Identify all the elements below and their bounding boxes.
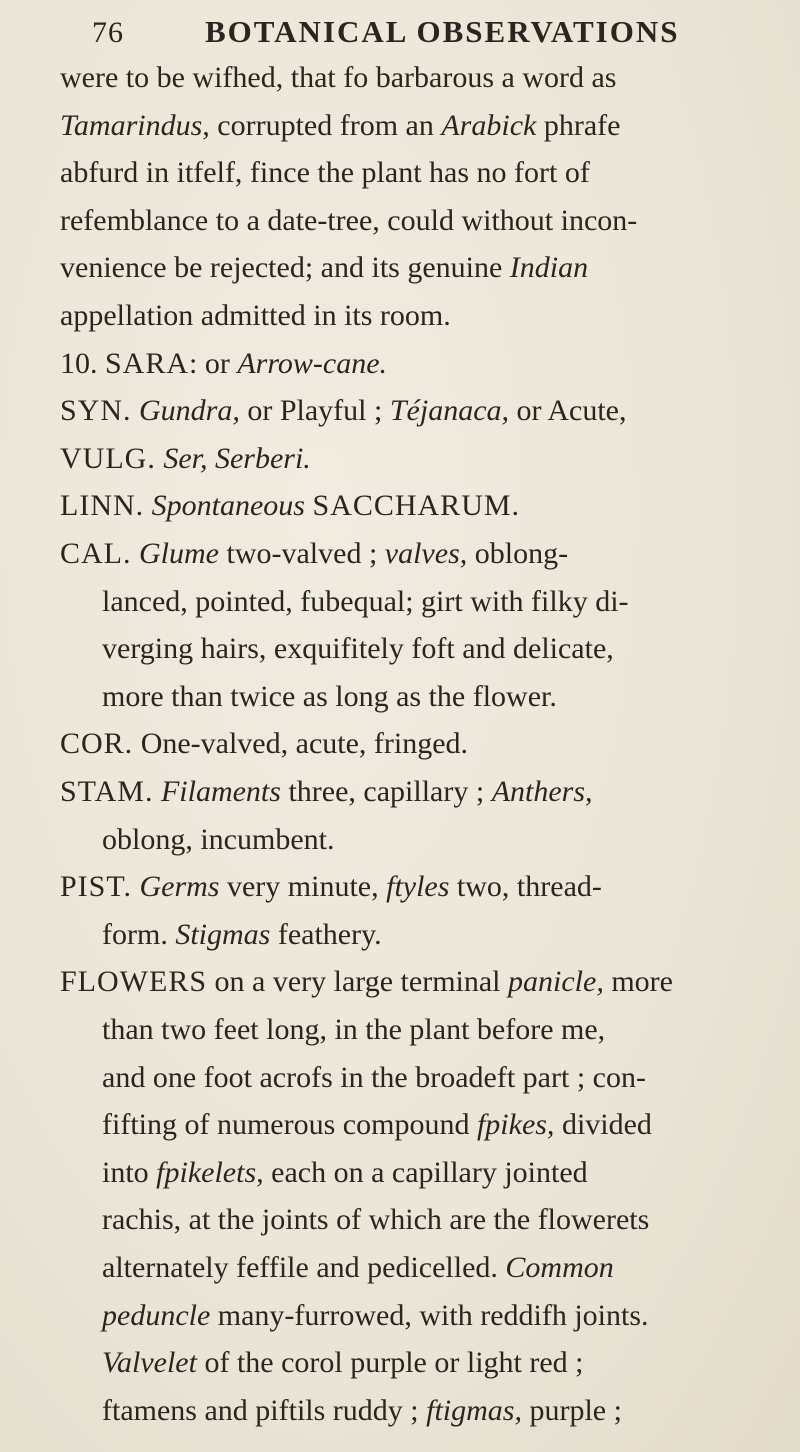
text-run: ftamens and piftils ruddy ; [102, 1393, 427, 1427]
text-run: than two feet long, in the plant before me, [102, 1013, 606, 1046]
text-run: verging hairs, exquifitely foft and delicate, [102, 632, 614, 666]
text-line [102, 1010, 605, 1050]
text-line [60, 58, 616, 98]
text-run: 10. [60, 346, 105, 380]
text-run: divided [554, 1108, 652, 1142]
text-run [132, 537, 140, 570]
text-line [102, 1296, 649, 1336]
text-run: two-valved ; [218, 537, 385, 570]
text-line [60, 201, 637, 241]
italic-run: Common [505, 1251, 614, 1284]
italic-run: Ser, Serberi. [163, 441, 311, 475]
page-number: 76 [92, 16, 124, 49]
text-line [60, 486, 520, 526]
text-line [60, 772, 593, 812]
small-caps-run: SARA [105, 346, 190, 380]
text-line [60, 534, 568, 574]
text-run [153, 775, 161, 808]
italic-run: Anthers, [491, 775, 593, 808]
italic-run: Indian [509, 251, 589, 285]
text-run: and one foot acrofs in the broadeft part ; con- [102, 1060, 646, 1094]
text-run: or Playful ; [239, 394, 390, 428]
text-run: two, thread- [449, 870, 602, 904]
italic-run: Arabick [441, 108, 537, 142]
text-line [60, 867, 602, 907]
italic-run: ftyles [386, 870, 450, 904]
italic-run: Téjanaca, [389, 394, 510, 428]
text-run: oblong- [467, 537, 569, 570]
italic-run: Stigmas [175, 917, 271, 951]
text-run [144, 489, 152, 522]
text-line [60, 391, 626, 431]
italic-run: Valvelet [102, 1346, 197, 1380]
small-caps-run: SACCHARUM. [312, 489, 521, 523]
small-caps-run: FLOWERS [60, 965, 208, 999]
text-run: alternately feffile and pedicelled. [102, 1251, 506, 1284]
text-run: many-furrowed, with reddifh joints. [210, 1298, 649, 1332]
page-header [0, 6, 800, 56]
italic-run: Germs [139, 870, 220, 904]
text-line [60, 296, 451, 336]
text-run: more [603, 965, 673, 999]
text-line [102, 1391, 622, 1431]
text-line [102, 1105, 652, 1145]
text-run [132, 394, 140, 427]
text-line [60, 439, 311, 479]
text-run: lanced, pointed, fubequal; girt with filky di- [102, 584, 629, 618]
italic-run: panicle, [508, 965, 604, 999]
text-run: oblong, incumbent. [102, 822, 335, 856]
text-line [60, 344, 387, 384]
italic-run: fpikes, [476, 1108, 555, 1142]
italic-run: Gundra, [139, 394, 240, 428]
small-caps-run: CAL. [60, 537, 132, 570]
small-caps-run: COR. [60, 727, 134, 761]
text-run: One-valved, acute, fringed. [133, 727, 469, 761]
italic-run: valves, [384, 537, 468, 570]
running-head: BOTANICAL OBSERVATIONS [205, 14, 680, 49]
text-run: on a very large terminal [207, 965, 509, 999]
italic-run: Tamarindus, [60, 108, 210, 142]
italic-run: peduncle [102, 1298, 211, 1332]
text-run: rachis, at the joints of which are the flowerets [102, 1203, 650, 1237]
text-run: each on a capillary jointed [263, 1155, 588, 1189]
text-run: : or [189, 346, 238, 380]
text-line [102, 1343, 584, 1383]
text-line [102, 582, 629, 622]
text-line [102, 629, 614, 669]
text-line [102, 1153, 588, 1193]
text-run: abfurd in itfelf, fince the plant has no fort of [60, 156, 590, 190]
text-run: form. [102, 917, 176, 951]
text-run: corrupted from an [209, 108, 442, 142]
small-caps-run: SYN. [60, 394, 132, 428]
text-line [102, 1200, 649, 1240]
italic-run: Arrow-cane. [237, 346, 388, 380]
italic-run: Spontaneous [151, 489, 305, 523]
text-line [60, 106, 620, 146]
text-run: of the corol purple or light red ; [196, 1346, 584, 1380]
italic-run: Filaments [160, 775, 281, 808]
text-run: venience be rejected; and its genuine [60, 251, 510, 285]
text-run: very minute, [219, 870, 387, 904]
text-line [60, 248, 588, 288]
text-run: or Acute, [509, 394, 627, 428]
small-caps-run: PIST. [60, 870, 132, 904]
text-line [60, 153, 590, 193]
text-run: phrafe [536, 108, 621, 142]
text-line [102, 677, 557, 717]
text-run: more than twice as long as the flower. [102, 679, 557, 713]
italic-run: ftigmas, [426, 1393, 522, 1427]
text-run: fifting of numerous compound [102, 1108, 477, 1142]
small-caps-run: VULG. [60, 441, 156, 475]
text-run: purple ; [521, 1393, 622, 1427]
text-line [102, 1248, 614, 1288]
italic-run: fpikelets, [156, 1155, 264, 1189]
small-caps-run: LINN. [60, 489, 145, 523]
text-line [102, 820, 334, 860]
text-line [60, 724, 468, 764]
text-run: refemblance to a date-tree, could without incon- [60, 203, 638, 237]
text-run: appellation admitted in its room. [60, 299, 451, 332]
text-run: into [102, 1155, 157, 1189]
italic-run: Glume [139, 537, 219, 570]
text-line [60, 962, 673, 1002]
text-run: three, capillary ; [280, 775, 492, 808]
text-run: were to be wifhed, that fo barbarous a word as [60, 61, 617, 94]
text-run: feathery. [270, 917, 382, 951]
text-line [102, 1058, 646, 1098]
text-line [102, 915, 382, 955]
small-caps-run: STAM. [60, 775, 154, 808]
